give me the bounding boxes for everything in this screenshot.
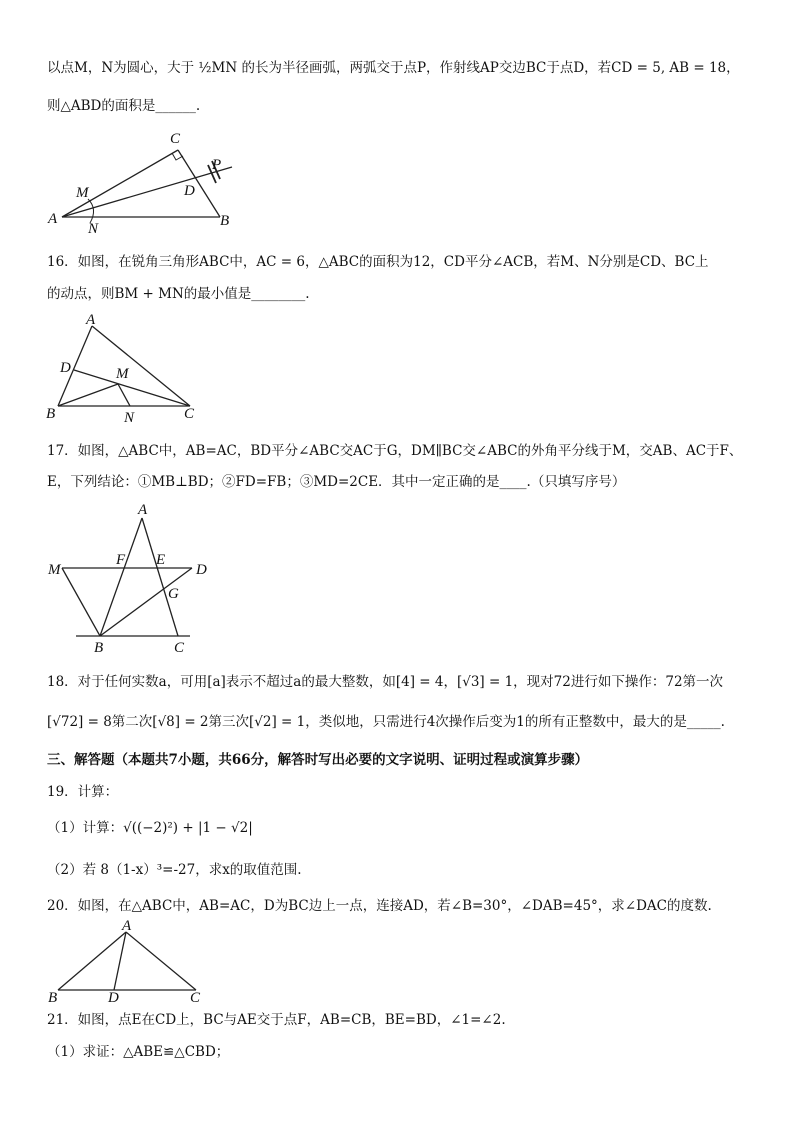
- q18-text-line2: [√72] = 8第二次[√8] = 2第三次[√2] = 1，类似地，只需进行4次操作后变为1的所有正整数中，最大的是_____.: [47, 714, 725, 730]
- q15-text-line2: 则△ABD的面积是______.: [47, 98, 201, 114]
- fig16-label-b: B: [46, 406, 56, 422]
- fig17-label-d: D: [196, 562, 207, 578]
- q19-part1: （1）计算：√((−2)²) + |1 − √2|: [47, 820, 253, 836]
- q17-text-line1: 17．如图，△ABC中，AB=AC，BD平分∠ABC交AC于G，DM∥BC交∠ABC的外角平分线于M，交AB、AC于F、: [47, 443, 743, 459]
- figure-q15: [40, 125, 250, 235]
- fig17-label-c: C: [174, 640, 185, 656]
- fig17-label-a: A: [138, 502, 148, 518]
- fig17-label-f: F: [116, 552, 126, 568]
- figure-q20: [40, 918, 220, 1006]
- q21-text: 21．如图，点E在CD上，BC与AE交于点F，AB=CB，BE=BD，∠1=∠2.: [47, 1012, 506, 1028]
- q18-text-line1: 18．对于任何实数a，可用[a]表示不超过a的最大整数，如[4] = 4，[√3] = 1，现对72进行如下操作：72第一次: [47, 674, 724, 690]
- q20-text: 20．如图，在△ABC中，AB=AC，D为BC边上一点，连接AD，若∠B=30°，∠DAB=45°，求∠DAC的度数.: [47, 898, 712, 914]
- fig17-label-g: G: [168, 586, 179, 602]
- figure-q17: [40, 500, 230, 660]
- fig15-label-p: P: [212, 157, 222, 173]
- q17-text-line2: E，下列结论：①MB⊥BD；②FD=FB；③MD=2CE．其中一定正确的是____.（只填写序号）: [47, 474, 626, 490]
- fig15-label-d: D: [184, 183, 195, 199]
- fig16-label-a: A: [86, 312, 96, 328]
- q21-part1: （1）求证：△ABE≌△CBD；: [47, 1044, 230, 1060]
- fig16-label-c: C: [184, 406, 195, 422]
- q16-text-line2: 的动点，则BM + MN的最小值是________.: [47, 286, 310, 302]
- fig20-label-a: A: [122, 918, 132, 934]
- fig16-label-n: N: [124, 410, 135, 425]
- fig15-label-a: A: [48, 211, 58, 227]
- fig20-label-c: C: [190, 990, 201, 1006]
- fig17-label-e: E: [156, 552, 166, 568]
- fig15-label-n: N: [88, 221, 99, 235]
- fig17-label-m: M: [48, 562, 61, 578]
- fig17-label-b: B: [94, 640, 104, 656]
- fig20-label-b: B: [48, 990, 58, 1006]
- figure-q16: [40, 310, 210, 425]
- fig16-label-d: D: [60, 360, 71, 376]
- q19-title: 19．计算：: [47, 784, 119, 800]
- fig15-label-c: C: [170, 131, 181, 147]
- fig15-label-b: B: [220, 213, 230, 229]
- fig15-label-m: M: [76, 185, 89, 201]
- q16-text-line1: 16．如图，在锐角三角形ABC中，AC = 6，△ABC的面积为12，CD平分∠ACB，若M、N分别是CD、BC上: [47, 254, 709, 270]
- q19-part2: （2）若 8（1-x）³=-27，求x的取值范围.: [47, 862, 302, 878]
- q15-text-line1: 以点M，N为圆心，大于 ½MN 的长为半径画弧，两弧交于点P，作射线AP交边BC于点D，若CD = 5, AB = 18，: [47, 60, 740, 76]
- fig20-label-d: D: [108, 990, 119, 1006]
- section-three-heading: 三、解答题（本题共7小题，共66分，解答时写出必要的文字说明、证明过程或演算步骤）: [47, 752, 589, 768]
- fig16-label-m: M: [116, 366, 129, 382]
